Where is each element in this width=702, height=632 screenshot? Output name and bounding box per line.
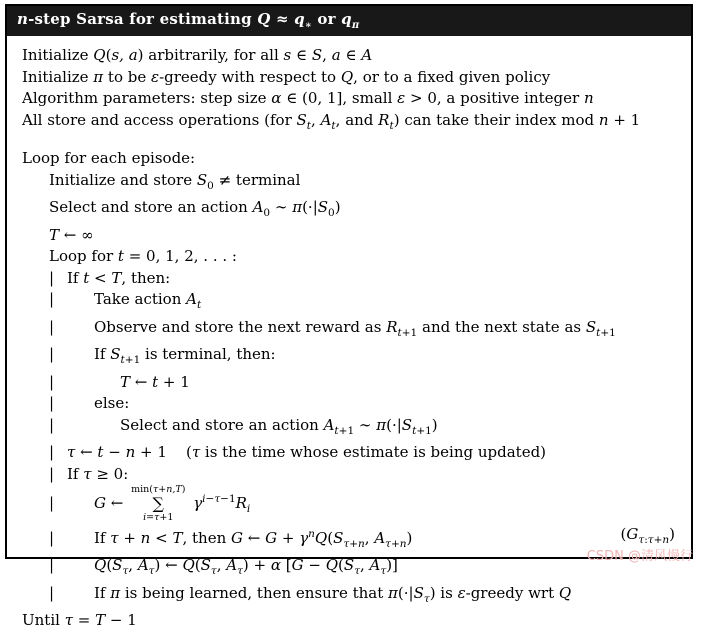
block-scope-bar	[49, 268, 54, 290]
code-line	[22, 442, 679, 464]
code-line	[22, 88, 679, 110]
code-text: Algorithm parameters: step size α ∈ (0, 1], small ε > 0, a positive integer n	[22, 89, 594, 107]
block-scope-bar	[49, 464, 54, 486]
code-text: G ← min(τ+n,T) ∑ i=τ+1 $\gamma^{i-\tau-1}R_i$	[94, 484, 251, 524]
algorithm-title-bar	[7, 6, 691, 36]
block-scope-bar	[49, 372, 54, 394]
code-line	[22, 170, 679, 198]
code-line	[22, 45, 679, 67]
code-line	[22, 110, 679, 138]
block-scope-bar	[49, 493, 54, 515]
code-line	[22, 225, 679, 247]
code-line	[22, 317, 679, 345]
code-line	[22, 246, 679, 268]
code-line	[22, 372, 679, 394]
code-line	[22, 524, 679, 556]
code-text: Loop for each episode:	[22, 149, 196, 167]
code-line	[22, 67, 679, 89]
code-line	[22, 583, 679, 611]
code-text: T ← ∞	[49, 225, 94, 244]
code-text: If τ + n < T, then G ← $G + \gamma^nQ(S_{\tau+n}$, $A_{\tau+n}$)	[94, 527, 413, 550]
code-line	[22, 393, 679, 415]
code-text: Select and store an action $A_{t+1}$ ∼ $\pi(\cdot|S_{t+1})$	[120, 415, 438, 437]
code-text: Until τ = T − 1	[22, 611, 137, 630]
code-line	[22, 485, 679, 524]
code-line	[22, 289, 679, 317]
pseudocode-body	[7, 36, 691, 632]
code-text: All store and access operations (for $S_t$, $A_t$, and $R_t$) can take their index mod n + 1	[22, 110, 641, 132]
blank-line	[22, 137, 679, 148]
code-line	[22, 344, 679, 372]
code-line	[22, 415, 679, 443]
code-line	[22, 555, 679, 583]
algorithm-box	[5, 4, 693, 630]
block-scope-bar	[49, 344, 54, 366]
code-text: T ← t + 1	[120, 372, 190, 391]
code-text: Select and store an action $A_0$ ∼ $\pi(\cdot|S_0)$	[49, 198, 341, 219]
code-text: Loop for t = 0, 1, 2, . . . :	[49, 247, 237, 265]
code-text: τ ← t − n + 1 (τ is the time whose estimate is being updated)	[67, 443, 547, 461]
block-scope-bar	[49, 415, 54, 437]
block-scope-bar	[49, 583, 54, 605]
code-text: If t < T, then:	[67, 268, 171, 287]
code-line	[22, 268, 679, 290]
block-scope-bar	[49, 317, 54, 339]
csdn-watermark: CSDN @清风慢行	[586, 549, 693, 564]
code-line	[22, 197, 679, 225]
code-line	[22, 464, 679, 486]
return-notation-label: $(G_{\tau:\tau+n})$	[620, 524, 675, 546]
code-text: If π is being learned, then ensure that $\pi(\cdot|S_\tau)$ is ε-greedy wrt Q	[94, 583, 572, 605]
code-text: Initialize and store $S_0$ ≠ terminal	[49, 170, 301, 192]
block-scope-bar	[49, 442, 54, 464]
code-text: Initialize Q(s, a) arbitrarily, for all s ∈ S, a ∈ A	[22, 46, 373, 64]
code-line	[22, 610, 679, 632]
code-line	[22, 148, 679, 170]
block-scope-bar	[49, 528, 54, 550]
code-text: else:	[94, 394, 130, 412]
code-text: Observe and store the next reward as $R_{t+1}$ and the next state as $S_{t+1}$	[94, 317, 616, 339]
algorithm-title: n-step Sarsa for estimating $Q \approx q_∗$ or $q_\pi$	[17, 10, 360, 31]
block-scope-bar	[49, 289, 54, 311]
code-text: $Q(S_\tau$, $A_\tau$) ← $Q(S_\tau$, $A_\tau) + \alpha$ [$G - Q(S_\tau$, $A_\tau$)]	[94, 556, 398, 578]
code-text: Initialize π to be ε-greedy with respect to Q, or to a fixed given policy	[22, 67, 551, 86]
block-scope-bar	[49, 393, 54, 415]
code-text: If $S_{t+1}$ is terminal, then:	[94, 345, 276, 366]
block-scope-bar	[49, 555, 54, 577]
code-text: Take action $A_t$	[94, 290, 202, 311]
code-text: If τ ≥ 0:	[67, 464, 129, 483]
